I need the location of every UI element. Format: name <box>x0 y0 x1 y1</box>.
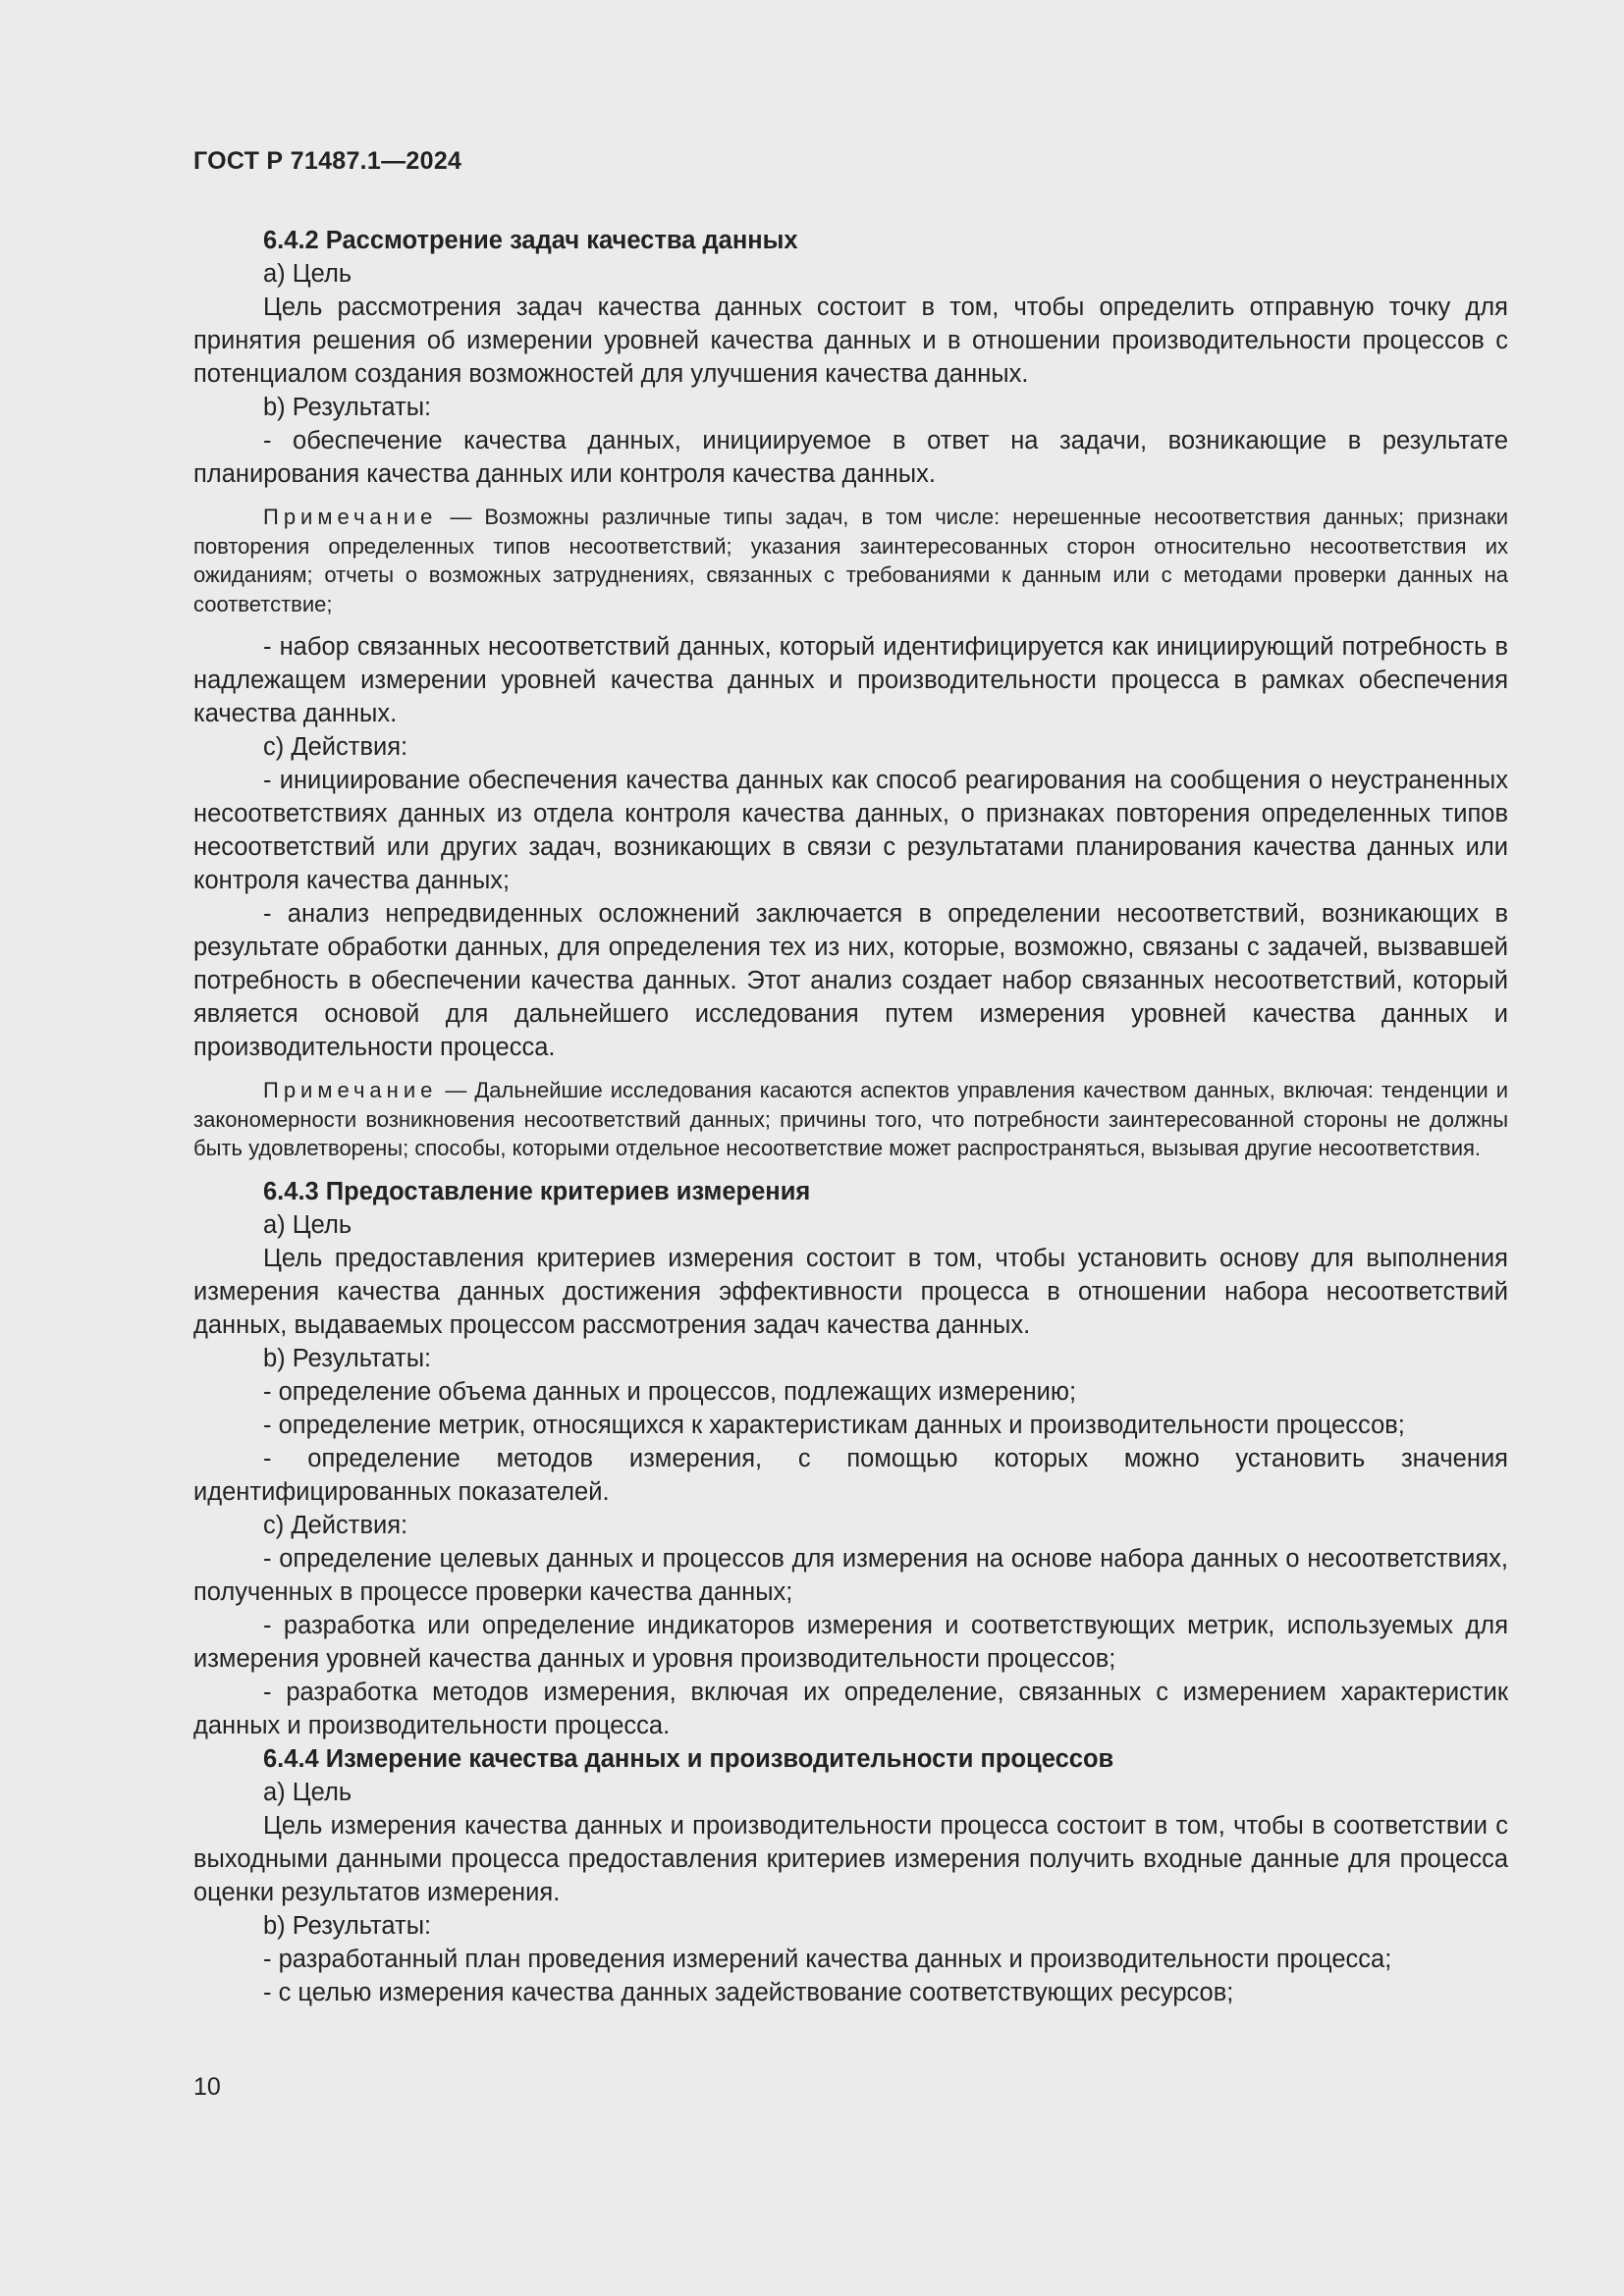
note-text: — Возможны различные типы задач, в том числе: нерешенные несоответствия данных; признаки повторения определенных типов несоответствий; указания заинтересованных сторон относительно несоответствия их ожиданиям; отчеты о возможных затруднениях, связанных с требованиями к данным или с методами проверки данных на соответствие; <box>193 505 1508 616</box>
list-item: - анализ непредвиденных осложнений заключается в определении несоответствий, возникающих в результате обработки данных, для определения тех из них, которые, возможно, связаны с задачей, вызвавшей потребность в обеспечении качества данных. Этот анализ создает набор связанных несоответствий, который является основой для дальнейшего исследования путем измерения уровней качества данных и производительности процесса. <box>193 900 1508 1061</box>
note <box>193 1076 1508 1163</box>
list-item: - определение методов измерения, с помощью которых можно установить значения идентифицированных показателей. <box>193 1444 1508 1506</box>
goal-text: Цель рассмотрения задач качества данных состоит в том, чтобы определить отправную точку для принятия решения об измерении уровней качества данных и в отношении производительности процессов с потенциалом создания возможностей для улучшения качества данных. <box>193 294 1508 388</box>
note <box>193 503 1508 618</box>
list-item: - разработка или определение индикаторов измерения и соответствующих метрик, используемых для измерения уровней качества данных и уровня производительности процессов; <box>193 1611 1508 1673</box>
list-item: - набор связанных несоответствий данных, который идентифицируется как инициирующий потребность в надлежащем измерении уровней качества данных и производительности процесса в рамках обеспечения качества данных. <box>193 633 1508 727</box>
list-item: - разработанный план проведения измерений качества данных и производительности процесса; <box>263 1945 1392 1973</box>
page-number: 10 <box>193 2073 221 2101</box>
goal-label: a) Цель <box>263 1778 352 1806</box>
list-item: - с целью измерения качества данных задействование соответствующих ресурсов; <box>263 1978 1234 2006</box>
section-title: 6.4.4 Измерение качества данных и производительности процессов <box>263 1744 1114 1773</box>
goal-text: Цель предоставления критериев измерения состоит в том, чтобы установить основу для выполнения измерения качества данных достижения эффективности процесса в отношении набора несоответствий данных, выдаваемых процессом рассмотрения задач качества данных. <box>193 1244 1508 1339</box>
list-item: - определение целевых данных и процессов для измерения на основе набора данных о несоответствиях, полученных в процессе проверки качества данных; <box>193 1544 1508 1606</box>
list-item: - инициирование обеспечения качества данных как способ реагирования на сообщения о неустраненных несоответствиях данных из отдела контроля качества данных, о признаках повторения определенных типов несоответствий или других задач, возникающих в связи с результатами планирования качества данных или контроля качества данных; <box>193 767 1508 894</box>
note-label: Примечание <box>263 1078 438 1102</box>
section-title: 6.4.3 Предоставление критериев измерения <box>263 1177 811 1205</box>
list-item: - разработка методов измерения, включая их определение, связанных с измерением характеристик данных и производительности процесса. <box>193 1678 1508 1739</box>
actions-label: c) Действия: <box>263 1511 408 1539</box>
list-item: - определение объема данных и процессов, подлежащих измерению; <box>263 1377 1077 1406</box>
document-number: ГОСТ Р 71487.1—2024 <box>193 147 462 175</box>
list-item: - определение метрик, относящихся к характеристикам данных и производительности процессов; <box>263 1411 1405 1439</box>
goal-label: a) Цель <box>263 1210 352 1239</box>
results-label: b) Результаты: <box>263 394 432 421</box>
goal-text: Цель измерения качества данных и производительности процесса состоит в том, чтобы в соответствии с выходными данными процесса предоставления критериев измерения получить входные данные для процесса оценки результатов измерения. <box>193 1811 1508 1906</box>
results-label: b) Результаты: <box>263 1911 432 1940</box>
results-label: b) Результаты: <box>263 1344 432 1372</box>
list-item: - обеспечение качества данных, инициируемое в ответ на задачи, возникающие в результате планирования качества данных или контроля качества данных. <box>193 427 1508 488</box>
note-label: Примечание <box>263 505 438 529</box>
section-title: 6.4.2 Рассмотрение задач качества данных <box>263 227 798 254</box>
goal-label: a) Цель <box>263 260 352 288</box>
document-body <box>193 224 1508 2009</box>
note-text: — Дальнейшие исследования касаются аспектов управления качеством данных, включая: тенденции и закономерности возникновения несоответствий данных; причины того, что потребности заинтересованной стороны не должны быть удовлетворены; способы, которыми отдельное несоответствие может распространяться, вызывая другие несоответствия. <box>193 1078 1508 1160</box>
actions-label: c) Действия: <box>263 733 408 761</box>
